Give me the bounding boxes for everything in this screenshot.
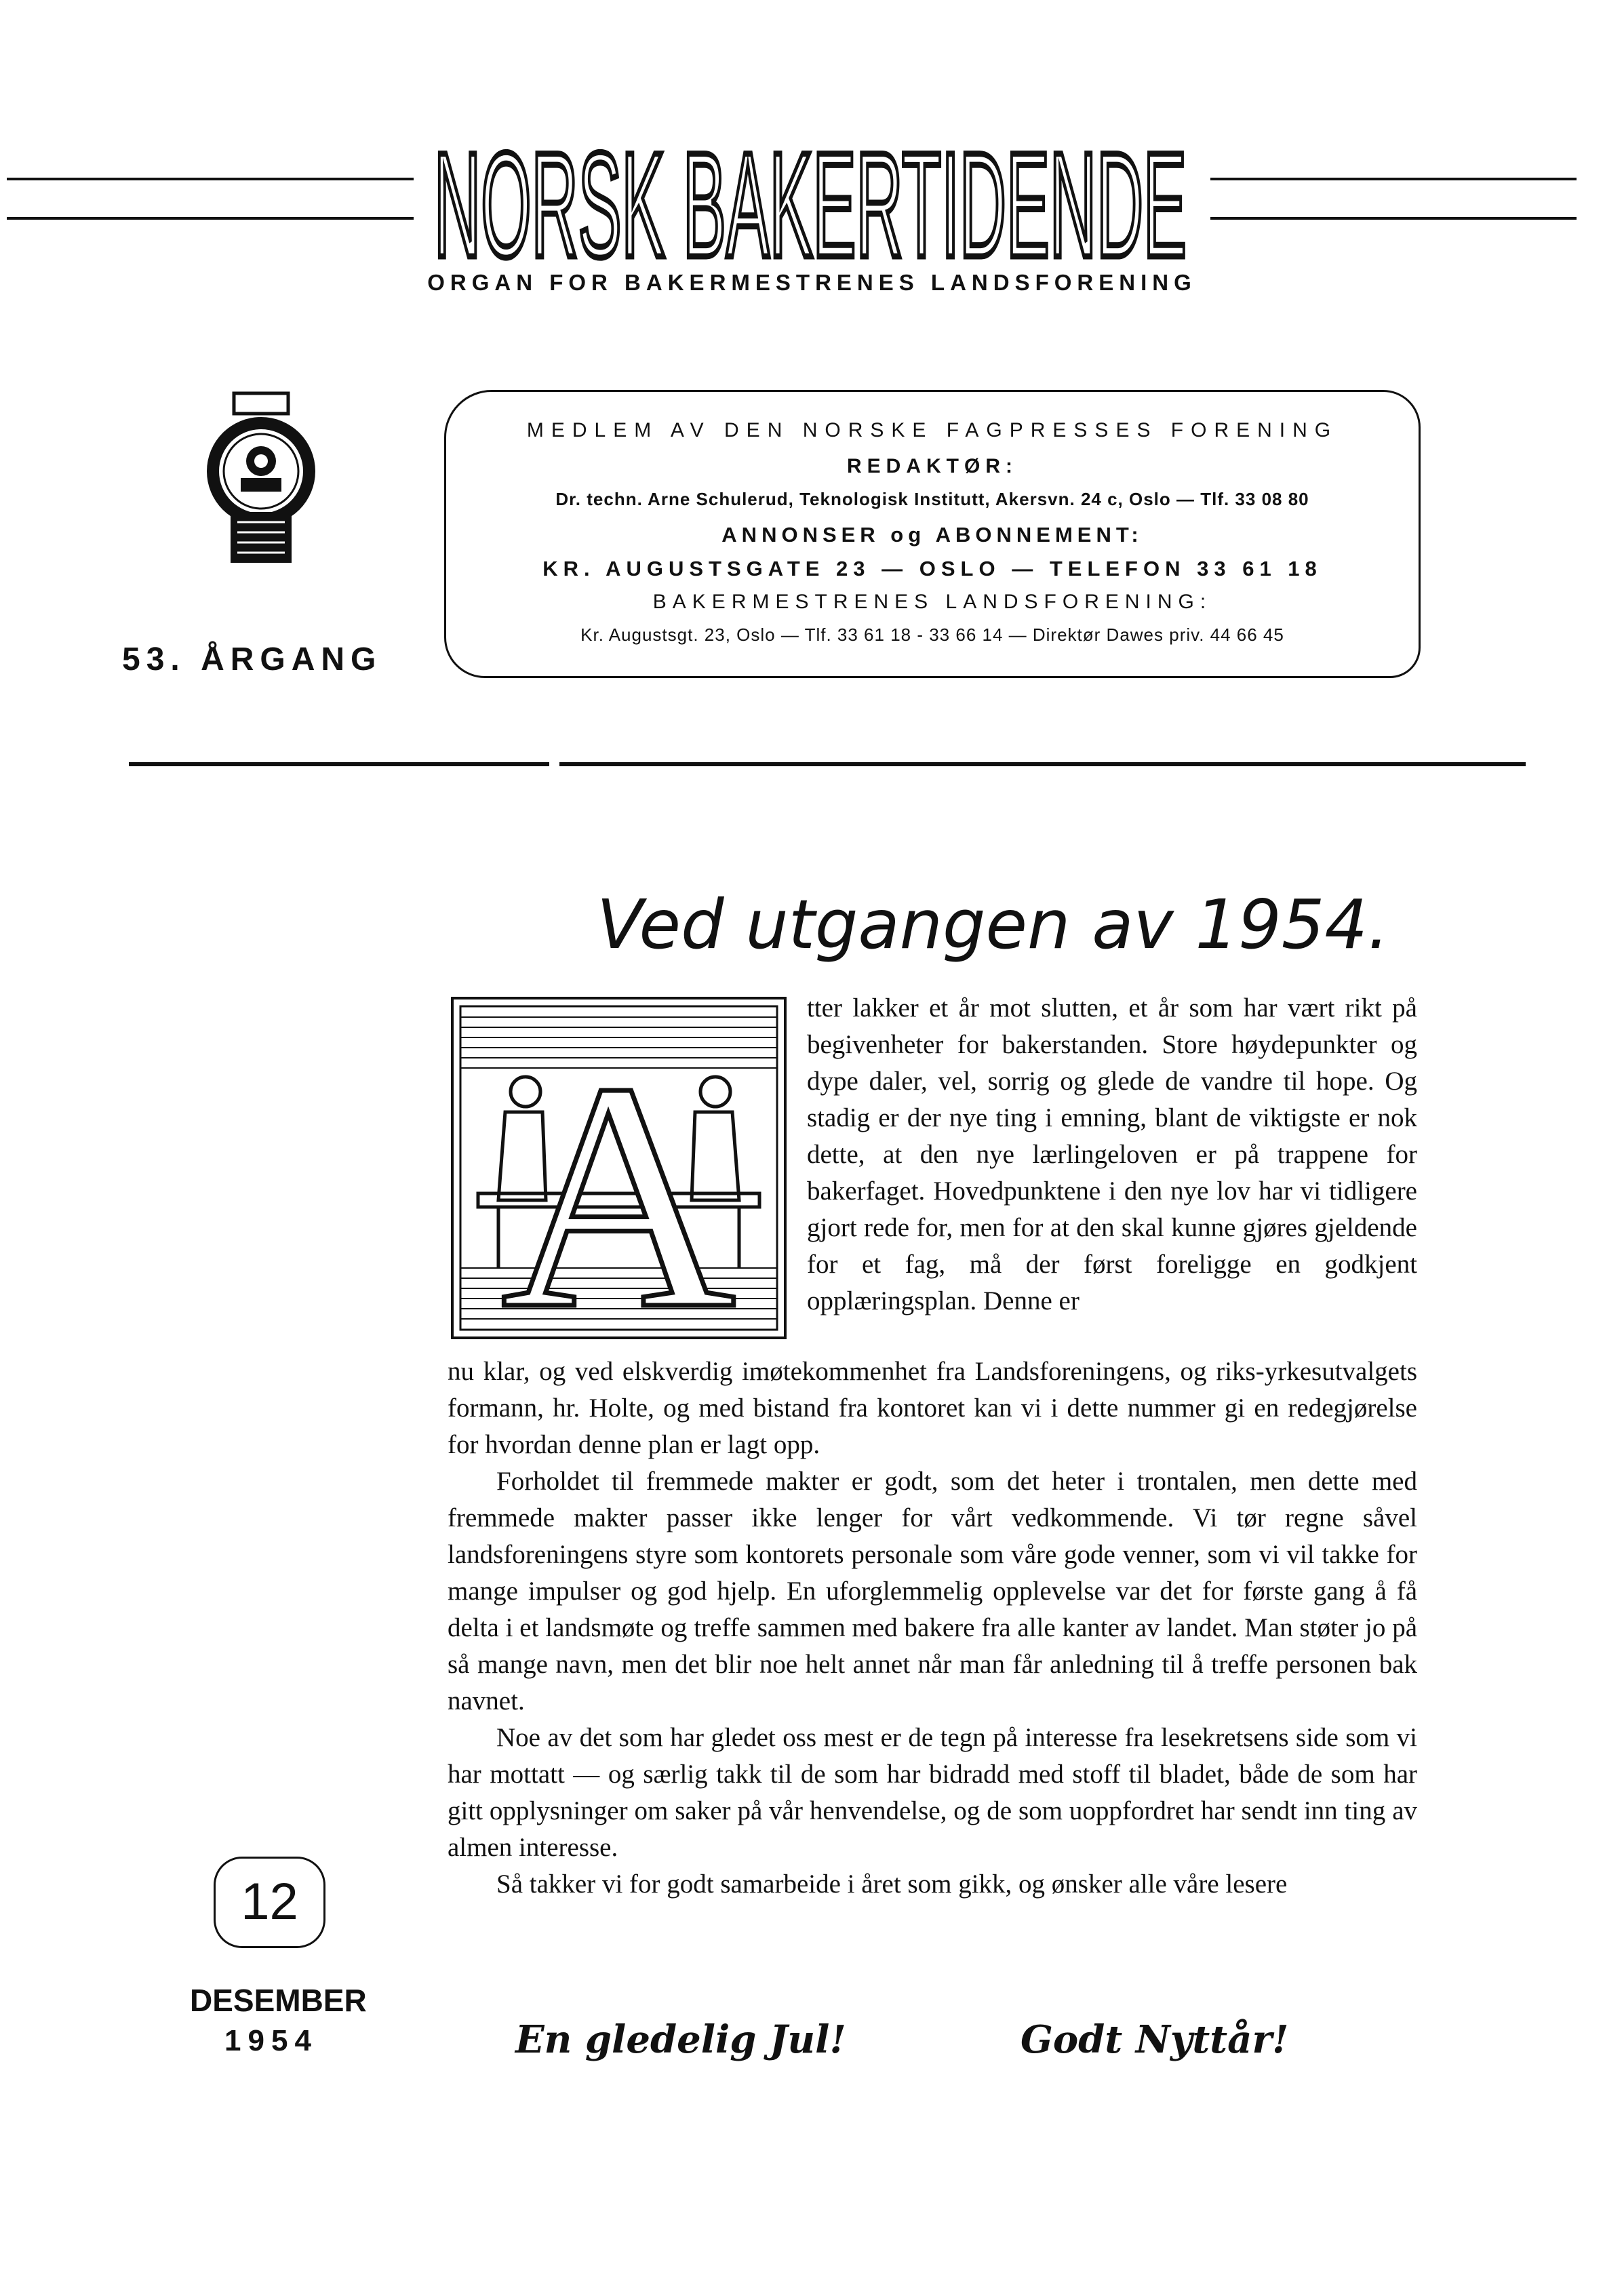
section-rule-left xyxy=(129,762,549,766)
masthead-rule-left-top xyxy=(7,178,414,180)
association-heading: BAKERMESTRENES LANDSFORENING: xyxy=(652,591,1212,613)
masthead-title-text: NORSK BAKERTIDENDE xyxy=(434,136,1187,264)
article-body xyxy=(448,1353,1417,1903)
masthead-rule-right-top xyxy=(1210,178,1577,180)
press-membership-line: MEDLEM AV DEN NORSKE FAGPRESSES FORENING xyxy=(526,419,1339,441)
association-details: Kr. Augustsgt. 23, Oslo — Tlf. 33 61 18 - 33 66 14 — Direktør Dawes priv. 44 66 45 xyxy=(580,625,1284,645)
article-paragraph-4: Så takker vi for godt samarbeide i året som gikk, og ønsker alle våre lesere xyxy=(496,1869,1288,1899)
info-box xyxy=(444,390,1421,678)
article-paragraph-2: Forholdet til fremmede makter er godt, som det heter i trontalen, men dette med fremmede makter passer ikke lenger for vårt vedkommende. Vi tør regne såvel landsforeningens styre som kontorets personale som våre gode venner, som vi vil takke for mange impulser og god hjelp. En uforglemmelig opplevelse var det for første gang å få delta i et landsmøte og treffe sammen med bakere fra alle kanter av landet. Man støter jo på så mange navn, men det blir noe helt annet når man får anledning til å treffe personen bak navnet. xyxy=(448,1467,1417,1716)
editor-details: Dr. techn. Arne Schulerud, Teknologisk Institutt, Akersvn. 24 c, Oslo — Tlf. 33 08 80 xyxy=(555,489,1309,509)
article-paragraph-1-end: nu klar, og ved elskverdig imøtekommenhet fra Landsforeningens, og riks-yrkesutvalgets formann, hr. Holte, og med bistand fra kontoret kan vi i dette nummer gi en redegjørelse for hvordan denne plan er lagt opp. xyxy=(448,1357,1417,1459)
masthead-title xyxy=(434,136,1190,264)
article-paragraph-3: Noe av det som har gledet oss mest er de tegn på interesse fra lesekretsens side som vi har mottatt — og særlig takk til de som har bidradd med stoff til bladet, både de som har gitt opplysninger om saker på vår henvendelse, og de som uoppfordret har sendt inn ting av almen interesse. xyxy=(448,1723,1417,1862)
bakers-woodcut-initial-icon xyxy=(451,997,787,1339)
article-paragraph-1-start: tter lakker et år mot slutten, et år som har vært rikt på begivenheter for bakerstanden. Store høydepunkter og dype daler, vel, sorrig og glede de vandre til hope. Og stadig er der nye ting i emning, blant de viktigste er nok dette, at den nye lærlingeloven er på trappene for bakerfaget. Hovedpunktene i den nye lov har vi tidligere gjort rede for, men for at den skal kunne gjøres gjeldende for et fag, må der først foreligge en godkjent opplæringsplan. Denne er xyxy=(807,993,1417,1315)
masthead-rule-right-bottom xyxy=(1210,217,1577,220)
volume-label: 53. ÅRGANG xyxy=(122,641,382,677)
issue-number: 12 xyxy=(214,1857,325,1948)
section-rule-right xyxy=(559,762,1526,766)
association-seal-icon xyxy=(203,390,319,566)
article-right-column xyxy=(807,990,1417,1320)
new-year-greeting: Godt Nyttår! xyxy=(1021,2017,1289,2062)
article-headline: Ved utgangen av 1954. xyxy=(597,885,1389,964)
issue-month: DESEMBER xyxy=(190,1983,367,2018)
ads-heading: ANNONSER og ABONNEMENT: xyxy=(721,523,1143,547)
masthead-rule-left-bottom xyxy=(7,217,414,220)
issue-year: 1954 xyxy=(224,2024,318,2057)
christmas-greeting: En gledelig Jul! xyxy=(515,2017,847,2062)
initial-letter: A xyxy=(500,1015,736,1339)
ads-address: KR. AUGUSTSGATE 23 — OSLO — TELEFON 33 61 18 xyxy=(542,557,1322,580)
masthead-subtitle: ORGAN FOR BAKERMESTRENES LANDSFORENING xyxy=(427,270,1197,295)
editor-heading: REDAKTØR: xyxy=(847,455,1018,477)
